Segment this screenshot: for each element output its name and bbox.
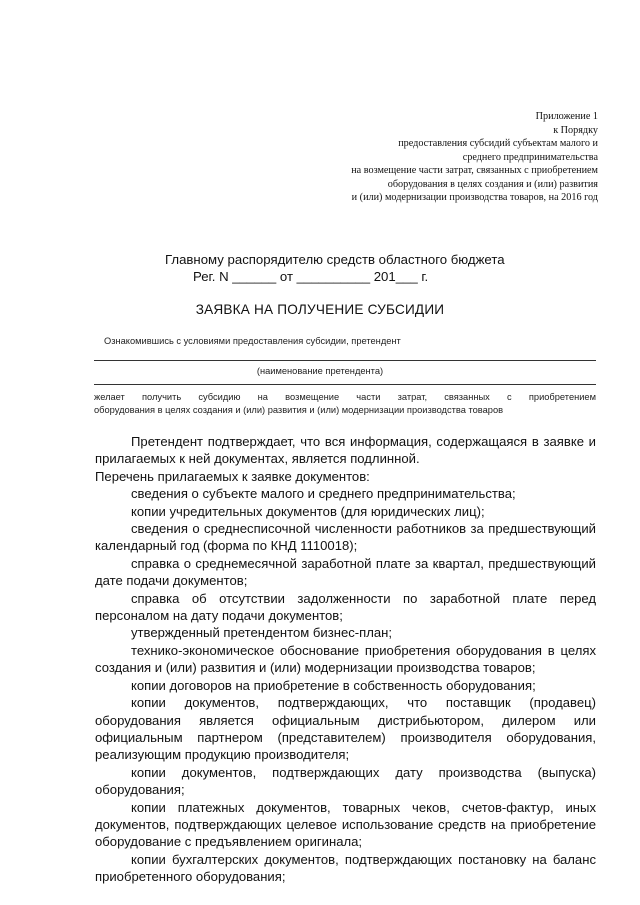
acquainted-text: Ознакомившись с условиями предоставления субсидии, претендент	[104, 336, 401, 346]
list-item: сведения о среднесписочной численности работников за предшествующий календарный год (форма по КНД 1110018);	[95, 521, 596, 554]
appendix-line: на возмещение части затрат, связанных с приобретением	[351, 165, 598, 176]
wish-line: желает получить субсидию на возмещение части затрат, связанных с приобретением	[94, 392, 596, 402]
wish-line: оборудования в целях создания и (или) развития и (или) модернизации производства товаров	[94, 404, 504, 415]
document-title: ЗАЯВКА НА ПОЛУЧЕНИЕ СУБСИДИИ	[195, 302, 445, 317]
list-item: справка о среднемесячной заработной плате за квартал, предшествующий дате подачи документов;	[95, 555, 596, 589]
list-item: копии учредительных документов (для юридических лиц);	[131, 503, 485, 519]
addressee-block	[165, 251, 585, 285]
appendix-line: Приложение 1	[535, 111, 598, 122]
list-item: копии документов, подтверждающих, что поставщик (продавец) оборудования является официальным дистрибьютором, дилером или официальным партнером (представителем) производителя оборудования, реализующим продукцию производителя;	[95, 695, 596, 763]
confirmation-paragraph: Претендент подтверждает, что вся информация, содержащаяся в заявке и прилагаемых к ней документах, является подлинной.	[95, 434, 596, 467]
addressee-title: Главному распорядителю средств областного бюджета	[165, 252, 505, 267]
appendix-line: оборудования в целях создания и (или) развития	[387, 178, 598, 190]
document-body	[95, 433, 596, 886]
divider-line	[94, 384, 596, 385]
appendix-line: и (или) модернизации производства товаров, на 2016 год	[351, 192, 598, 203]
appendix-line: к Порядку	[553, 124, 598, 136]
list-item: копии бухгалтерских документов, подтверждающих постановку на баланс приобретенного оборудования;	[95, 851, 596, 885]
list-item: сведения о субъекте малого и среднего предпринимательства;	[131, 486, 516, 502]
appendix-line: среднего предпринимательства	[462, 151, 598, 163]
registration-line: Рег. N ______ от __________ 201___ г.	[193, 269, 429, 284]
list-item: копии платежных документов, товарных чеков, счетов-фактур, иных документов, подтверждающих целевое использование средств на приобретение оборудование с предъявлением оригинала;	[95, 799, 596, 850]
list-item: копии документов, подтверждающих дату производства (выпуска) оборудования;	[95, 764, 596, 798]
appendix-line: предоставления субсидий субъектам малого и	[398, 138, 598, 149]
documents-list-heading: Перечень прилагаемых к заявке документов:	[95, 468, 370, 484]
applicant-name-caption: (наименование претендента)	[256, 366, 384, 376]
list-item: утвержденный претендентом бизнес-план;	[131, 625, 393, 641]
appendix-header	[298, 110, 598, 205]
wish-text	[94, 391, 596, 416]
list-item: технико-экономическое обоснование приобретения оборудования в целях создания и (или) развития и (или) модернизации производства товаров;	[95, 642, 596, 676]
list-item: справка об отсутствии задолженности по заработной плате перед персоналом на дату подачи документов;	[95, 590, 596, 624]
list-item: копии договоров на приобретение в собственность оборудования;	[131, 677, 536, 693]
applicant-name-line	[94, 360, 596, 361]
